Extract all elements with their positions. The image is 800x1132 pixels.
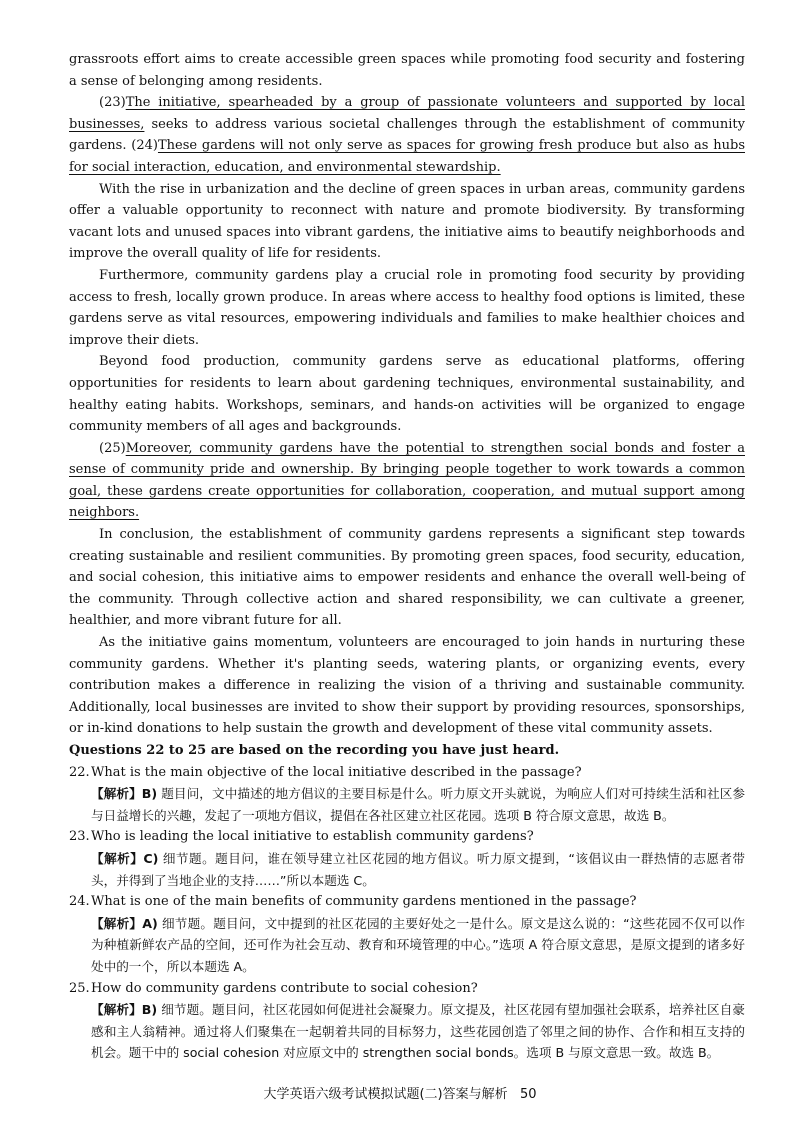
paragraph-25: [69, 438, 745, 524]
question-text: [69, 978, 745, 1000]
question-text: [69, 891, 745, 913]
paragraph-urbanization: With the rise in urbanization and the decline of green spaces in urban areas, community gardens offer a valuable opportunity to reconnect with nature and promote biodiversity. By transforming vacant lots and unused spaces into vibrant gardens, the initiative aims to beautify neighborhoods and improve the overall quality of life for residents.: [69, 181, 745, 262]
question-22: [69, 762, 745, 827]
analysis: [69, 848, 745, 891]
paragraph-momentum: As the initiative gains momentum, volunteers are encouraged to join hands in nurturing these community gardens. Whether it's planting seeds, watering plants, or organizing events, every contribution makes a difference in realizing the vision of a thriving and sustainable community. Additionally, local businesses are invited to show their support by providing resources, sponsorships, or in-kind donations to help sustain the growth and development of these vital community assets.: [69, 635, 745, 737]
underlined-sentence-24: These gardens will not only serve as spaces for growing fresh produce but also as hubs for social interaction, education, and environmental stewardship.: [69, 138, 745, 175]
question-23: [69, 826, 745, 891]
question-number: 25.: [69, 980, 90, 996]
question-25: [69, 978, 745, 1064]
analysis-tag: 【解析】C): [91, 850, 159, 866]
page-number: 50: [520, 1087, 537, 1102]
question-prompt: What is one of the main benefits of community gardens mentioned in the passage?: [91, 894, 637, 910]
question-number: 24.: [69, 894, 90, 910]
question-prompt: Who is leading the local initiative to establish community gardens?: [91, 829, 534, 845]
question-prompt: What is the main objective of the local initiative described in the passage?: [91, 764, 582, 780]
question-text: [69, 762, 745, 784]
question-24: [69, 891, 745, 977]
analysis: [69, 913, 745, 978]
footer-title: 大学英语六级考试模拟试题(二)答案与解析: [263, 1087, 508, 1102]
paragraph-food-security: Furthermore, community gardens play a crucial role in promoting food security by providing access to fresh, locally grown produce. In areas where access to healthy food options is limited, these gardens serve as vital resources, empowering individuals and families to make healthier choices and improve their diets.: [69, 267, 745, 348]
analysis: [69, 783, 745, 826]
analysis: [69, 999, 745, 1064]
analysis-tag: 【解析】B): [91, 786, 158, 802]
marker-24: (24): [126, 138, 158, 154]
question-prompt: How do community gardens contribute to social cohesion?: [91, 980, 478, 996]
question-text: [69, 826, 745, 848]
underlined-sentence-25: Moreover, community gardens have the potential to strengthen social bonds and foster a sense of community pride and ownership. By bringing people together to work towards a common goal, these gardens create opportunities for collaboration, cooperation, and mutual support among neighbors.: [69, 440, 745, 521]
marker-23: (23): [99, 95, 126, 111]
analysis-tag: 【解析】A): [91, 915, 158, 931]
paragraph-conclusion: In conclusion, the establishment of community gardens represents a significant step towards creating sustainable and resilient communities. By promoting green spaces, food security, education, and social cohesion, this initiative aims to empower residents and enhance the overall well-being of the community. Through collective action and shared responsibility, we can cultivate a greener, healthier, and more vibrant future for all.: [69, 527, 745, 629]
sentence-23-rest: seeks to address various societal challenges through the establishment of community gardens.: [69, 116, 745, 154]
question-number: 23.: [69, 829, 90, 845]
analysis-text: 细节题。题目问，文中提到的社区花园的主要好处之一是什么。原文是这么说的：“这些花园不仅可以作为种植新鲜农产品的空间，还可作为社会互动、教育和环境管理的中心。”选项 A 符合原文意思，是原文提到的诸多好处中的一个，所以本题选 A。: [91, 915, 745, 974]
paragraph-23-24: [69, 92, 745, 178]
paragraph-intro-continued: grassroots effort aims to create accessible green spaces while promoting food security and fostering a sense of belonging among residents.: [69, 52, 745, 89]
marker-25: (25): [99, 440, 126, 456]
underlined-sentence-23: The initiative, spearheaded by a group of passionate volunteers and supported by local businesses,: [69, 95, 745, 132]
page-footer: [0, 1084, 800, 1106]
section-heading: Questions 22 to 25 are based on the recording you have just heard.: [69, 743, 560, 758]
question-number: 22.: [69, 764, 90, 780]
analysis-text: 细节题。题目问，谁在领导建立社区花园的地方倡议。听力原文提到，“该倡议由一群热情的志愿者带头，并得到了当地企业的支持……”所以本题选 C。: [91, 850, 746, 888]
analysis-text: 题目问，文中描述的地方倡议的主要目标是什么。听力原文开头就说，为响应人们对可持续生活和社区参与日益增长的兴趣，发起了一项地方倡议，提倡在各社区建立社区花园。选项 B 符合原文意思，故选 B。: [91, 786, 745, 823]
page-content: [69, 49, 745, 1064]
paragraph-education: Beyond food production, community gardens serve as educational platforms, offering opportunities for residents to learn about gardening techniques, environmental sustainability, and healthy eating habits. Workshops, seminars, and hands-on activities will be organized to engage community members of all ages and backgrounds.: [69, 354, 745, 435]
analysis-text: 细节题。题目问，社区花园如何促进社会凝聚力。原文提及，社区花园有望加强社会联系，培养社区自豪感和主人翁精神。通过将人们聚集在一起朝着共同的目标努力，这些花园创造了邻里之间的协作、合作和相互支持的机会。题干中的 social cohesion 对应原文中的 strengthen social bonds。选项 B 与原文意思一致。故选 B。: [91, 1002, 745, 1061]
analysis-tag: 【解析】B): [91, 1002, 158, 1018]
